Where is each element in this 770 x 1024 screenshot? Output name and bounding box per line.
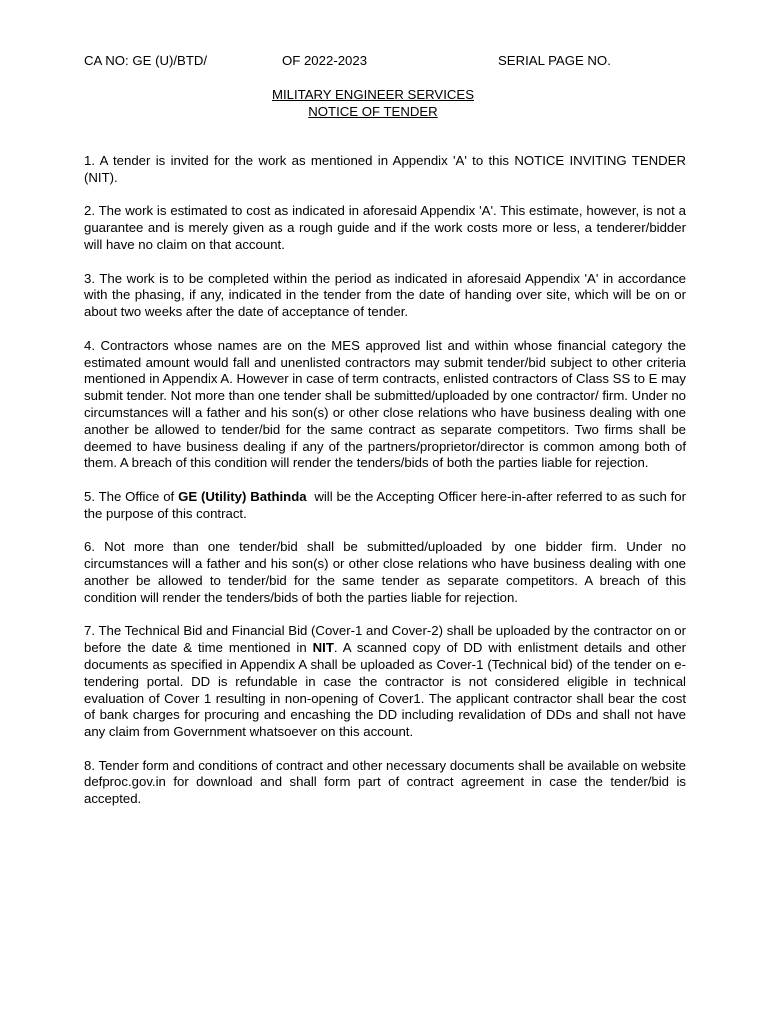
paragraph-7 — [84, 623, 686, 741]
paragraph-1: 1. A tender is invited for the work as mentioned in Appendix 'A' to this NOTICE INVITING TENDER (NIT). — [84, 153, 686, 185]
paragraph-5 — [84, 488, 690, 523]
accepting-officer-name: GE (Utility) Bathinda — [178, 488, 307, 504]
serial-page-label: SERIAL PAGE NO. — [498, 53, 611, 68]
paragraph-6: 6. Not more than one tender/bid shall be submitted/uploaded by one bidder firm. Under no circumstances will a father and his son(s) or other close relations who have business dealing with one another be allowed to tender/bid for the same tender as separate competitors. A breach of this condition will render the tenders/bids of both the parties liable for rejection. — [84, 539, 686, 605]
paragraph-4: 4. Contractors whose names are on the MES approved list and within whose financial category the estimated amount would fall and unenlisted contractors may submit tender/bid subject to other criteria mentioned in Appendix A. However in case of term contracts, enlisted contractors of Class SS to E may submit tender. Not more than one tender shall be submitted/uploaded by one contractor/ firm. Under no circumstances will a father and his son(s) or other close relations who have business dealing with one another be allowed to tender/bid for the same contract as separate competitors. Two firms shall be deemed to have business dealing if any of the partners/proprietor/director is common among both of them. A breach of this condition will render the tenders/bids of both the parties liable for rejection. — [84, 337, 686, 471]
paragraph-5-text: 5. The Office of — [84, 488, 179, 504]
document-title — [0, 87, 746, 104]
paragraph-7-text-rest: . A scanned copy of DD with enlistment details and other documents as specified in Appendix A shall be uploaded as Cover-1 (Technical bid) of the tender on e-tendering portal. DD is refundable in case the contractor is not considered eligible in technical evaluation of Cover 1 resulting in non-opening of Cover1. The applicant contractor shall bear the cost of bank charges for procuring and encashing the DD including revalidation of DDs and shall not have any claim from Government whatsoever on this account. — [84, 640, 686, 740]
document-subtitle — [0, 104, 746, 121]
title-line-2: NOTICE OF TENDER — [308, 104, 438, 119]
paragraph-3: 3. The work is to be completed within the period as indicated in aforesaid Appendix 'A' in accordance with the phasing, if any, indicated in the tender from the date of handing over site, which will be on or about two weeks after the date of acceptance of tender. — [84, 270, 686, 320]
financial-year: OF 2022-2023 — [282, 53, 368, 68]
nit-reference: NIT — [312, 640, 334, 656]
title-line-1: MILITARY ENGINEER SERVICES — [271, 87, 475, 102]
paragraph-8: 8. Tender form and conditions of contract and other necessary documents shall be available on website defproc.gov.in for download and shall form part of contract agreement in case the tender/bid is accepted. — [84, 757, 686, 807]
notice-body — [84, 153, 690, 825]
paragraph-2: 2. The work is estimated to cost as indicated in aforesaid Appendix 'A'. This estimate, however, is not a guarantee and is merely given as a rough guide and if the work costs more or less, a tenderer/bidder will have no claim on that account. — [84, 203, 686, 252]
paragraph-7-text: 7. The Technical Bid and Financial Bid (Cover-1 and Cover-2) shall be uploaded by the contractor on or before the date & time mentioned in — [84, 623, 686, 656]
ca-number: CA NO: GE (U)/BTD/ — [84, 53, 208, 68]
paragraph-5-text-rest: will be the Accepting Officer here-in-after referred to as such for the purpose of this contract. — [84, 488, 690, 521]
